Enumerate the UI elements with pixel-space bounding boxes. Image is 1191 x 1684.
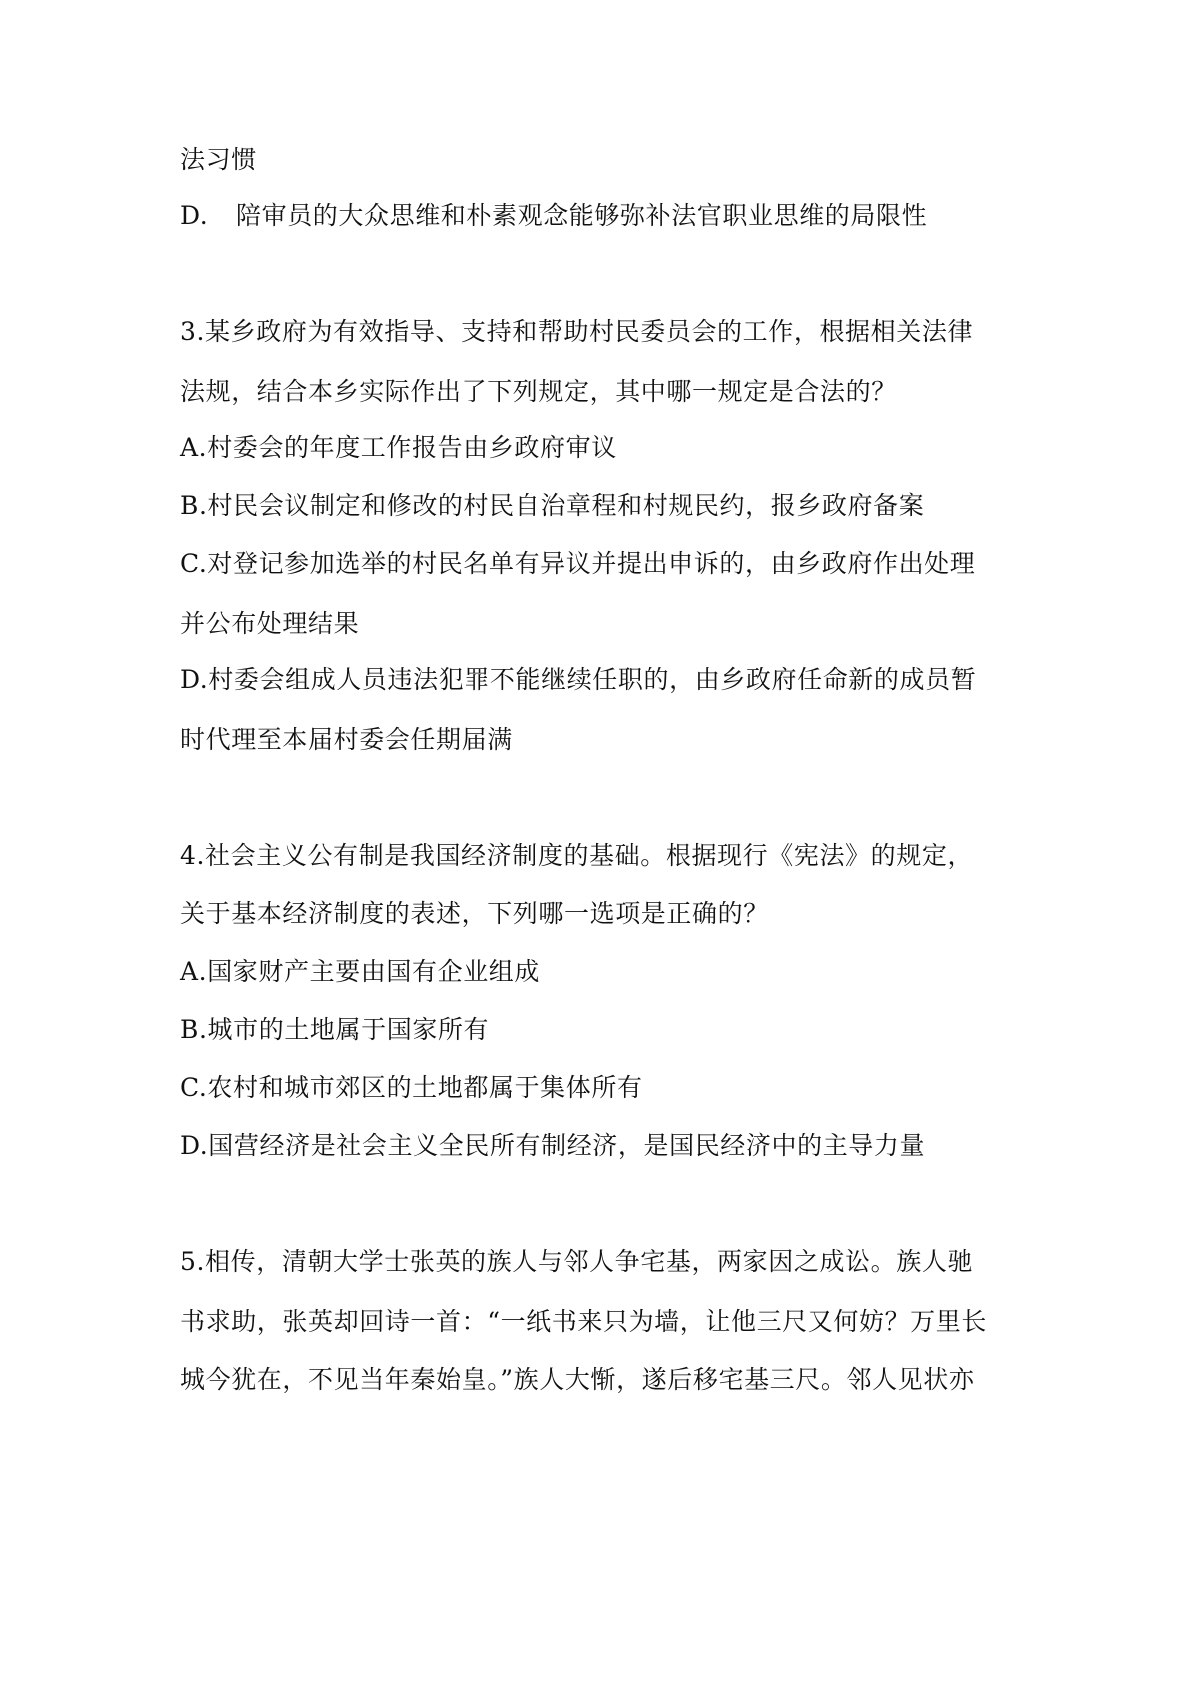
q3-option-c-line-1: C.对登记参加选举的村民名单有异议并提出申诉的，由乡政府作出处理 <box>180 549 976 578</box>
q5-stem-line-1: 5.相传，清朝大学士张英的族人与邻人争宅基，两家因之成讼。族人驰 <box>180 1247 974 1276</box>
q4-option-a: A.国家财产主要由国有企业组成 <box>180 957 541 986</box>
option-text: 陪审员的大众思维和朴素观念能够弥补法官职业思维的局限性 <box>236 201 928 230</box>
q5-stem-line-3: 城今犹在，不见当年秦始皇。”族人大惭，遂后移宅基三尺。邻人见状亦 <box>180 1365 975 1394</box>
q3-option-d-line-2: 时代理至本届村委会任期届满 <box>180 725 513 754</box>
q3-option-b: B.村民会议制定和修改的村民自治章程和村规民约，报乡政府备案 <box>180 491 925 520</box>
q4-option-b: B.城市的土地属于国家所有 <box>180 1015 490 1044</box>
q3-stem-line-1: 3.某乡政府为有效指导、支持和帮助村民委员会的工作，根据相关法律 <box>180 317 974 346</box>
q4-stem-line-1: 4.社会主义公有制是我国经济制度的基础。根据现行《宪法》的规定， <box>180 841 974 870</box>
q3-stem-line-2: 法规，结合本乡实际作出了下列规定，其中哪一规定是合法的？ <box>180 377 897 406</box>
q3-option-a: A.村委会的年度工作报告由乡政府审议 <box>180 433 617 462</box>
q4-option-d: D.国营经济是社会主义全民所有制经济，是国民经济中的主导力量 <box>180 1131 926 1160</box>
option-letter: D. <box>180 201 209 230</box>
q4-stem-line-2: 关于基本经济制度的表述，下列哪一选项是正确的？ <box>180 899 769 928</box>
q5-stem-line-2: 书求助，张英却回诗一首：“一纸书来只为墙，让他三尺又何妨？万里长 <box>180 1307 987 1336</box>
continuation-option-d <box>180 200 927 232</box>
q3-option-d-line-1: D.村委会组成人员违法犯罪不能继续任职的，由乡政府任命新的成员暂 <box>180 665 977 694</box>
q4-option-c: C.农村和城市郊区的土地都属于集体所有 <box>180 1073 643 1102</box>
q3-option-c-line-2: 并公布处理结果 <box>180 609 360 638</box>
continuation-line: 法习惯 <box>180 145 257 174</box>
